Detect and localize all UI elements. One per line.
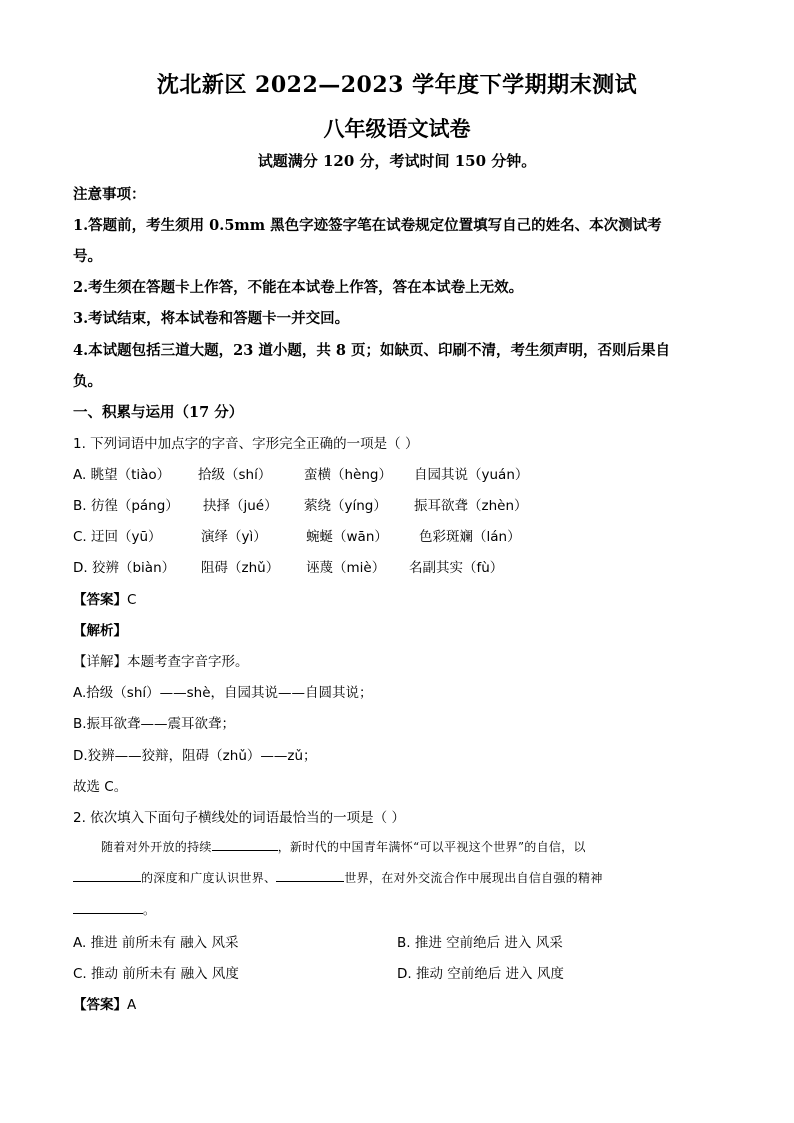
q1-option-d-1: D. 狡辨（biàn） <box>73 560 176 576</box>
q2-option-d: D. 推动 空前绝后 进入 风度 <box>397 966 564 982</box>
exam-info: 试题满分 120 分，考试时间 150 分钟。 <box>257 152 537 170</box>
notice-item-4: 4.本试题包括三道大题，23 道小题，共 8 页；如缺页、印刷不清，考生须声明，否则后果自 <box>73 342 671 359</box>
fill-blank-4 <box>73 901 143 914</box>
q1-detail <box>73 650 723 670</box>
detail-tag: 【详解】 <box>73 654 127 670</box>
q1-option-a-3: 蛮横（hèng） <box>304 467 392 483</box>
notice-item-1-cont: 号。 <box>73 248 102 265</box>
fill-blank-1 <box>212 838 278 851</box>
detail-text: 本题考查字音字形。 <box>127 654 249 670</box>
passage-text: 随着对外开放的持续 <box>101 840 212 854</box>
notice-heading: 注意事项： <box>73 186 146 203</box>
section-heading: 一、积累与运用（17 分） <box>73 404 244 421</box>
q2-passage-line-3 <box>73 901 155 918</box>
q1-explanation-a: A.拾级（shí）——shè，自园其说——自圆其说； <box>73 685 373 701</box>
question-2-stem: 2. 依次填入下面句子横线处的词语最恰当的一项是（ ） <box>73 810 405 826</box>
q2-passage-line-1 <box>101 838 586 855</box>
fill-blank-3 <box>276 869 344 882</box>
notice-item-3: 3.考试结束，将本试卷和答题卡一并交回。 <box>73 310 350 327</box>
q1-option-a-2: 拾级（shí） <box>198 467 272 483</box>
answer-tag: 【答案】 <box>73 997 127 1013</box>
q1-option-d-4: 名副其实（fù） <box>409 560 504 576</box>
passage-text: ，新时代的中国青年满怀“可以平视这个世界”的自信，以 <box>277 840 586 854</box>
notice-item-2: 2.考生须在答题卡上作答，不能在本试卷上作答，答在本试卷上无效。 <box>73 279 524 296</box>
q2-passage-line-2 <box>73 869 603 886</box>
q1-answer <box>73 588 723 608</box>
q1-option-a-4: 自园其说（yuán） <box>414 467 529 483</box>
q1-option-b-2: 抉择（jué） <box>203 498 278 514</box>
q2-option-b: B. 推进 空前绝后 进入 风采 <box>397 935 563 951</box>
q1-option-c-1: C. 迂回（yū） <box>73 529 162 545</box>
q1-explanation-d: D.狡辨——狡辩，阻碍（zhǔ）——zǔ； <box>73 748 317 764</box>
q1-explanation-b: B.振耳欲聋——震耳欲聋； <box>73 716 236 732</box>
q1-option-b-3: 萦绕（yíng） <box>304 498 387 514</box>
passage-text: 。 <box>143 903 156 917</box>
q1-conclusion: 故选 C。 <box>73 779 128 795</box>
q1-option-b-4: 振耳欲聋（zhèn） <box>414 498 528 514</box>
q2-option-a: A. 推进 前所未有 融入 风采 <box>73 935 239 951</box>
answer-tag: 【答案】 <box>73 592 127 608</box>
notice-item-4-cont: 负。 <box>73 373 102 390</box>
q1-analysis-tag <box>73 619 723 639</box>
q1-option-c-4: 色彩斑斓（lán） <box>419 529 521 545</box>
q2-option-c: C. 推动 前所未有 融入 风度 <box>73 966 239 982</box>
notice-item-1: 1.答题前，考生须用 0.5mm 黑色字迹签字笔在试卷规定位置填写自己的姓名、本次测试考 <box>73 217 662 234</box>
q2-answer <box>73 993 723 1013</box>
q1-option-d-2: 阻碍（zhǔ） <box>201 560 280 576</box>
exam-title: 沈北新区 2022—2023 学年度下学期期末测试 <box>156 72 638 98</box>
analysis-tag: 【解析】 <box>73 623 127 639</box>
question-1-stem: 1. 下列词语中加点字的字音、字形完全正确的一项是（ ） <box>73 436 419 452</box>
q1-option-c-3: 蜿蜒（wān） <box>306 529 388 545</box>
q1-option-a-1: A. 眺望（tiào） <box>73 467 171 483</box>
q1-option-b-1: B. 彷徨（páng） <box>73 498 179 514</box>
fill-blank-2 <box>73 869 141 882</box>
answer-value: C <box>127 592 137 608</box>
exam-subtitle: 八年级语文试卷 <box>323 116 471 141</box>
q1-option-c-2: 演绎（yì） <box>201 529 267 545</box>
passage-text: 的深度和广度认识世界、 <box>141 871 277 885</box>
q1-option-d-3: 诬蔑（miè） <box>306 560 386 576</box>
answer-value: A <box>127 997 137 1013</box>
passage-text: 世界，在对外交流合作中展现出自信自强的精神 <box>344 871 603 885</box>
